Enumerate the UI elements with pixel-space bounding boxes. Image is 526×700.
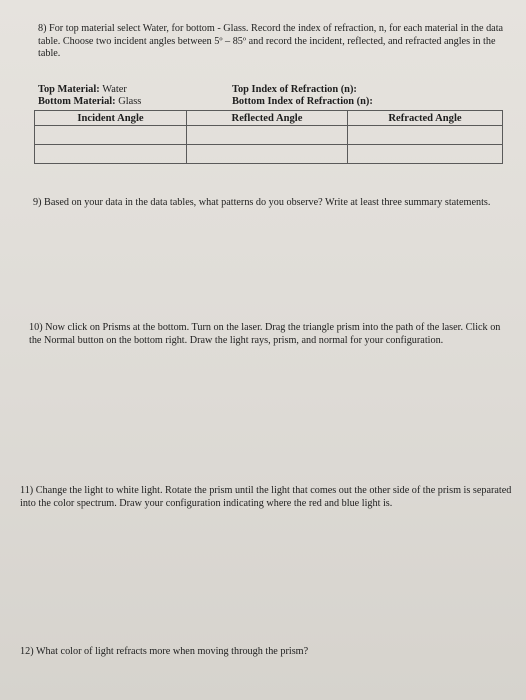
table-cell[interactable] [35,145,187,164]
bottom-material-label: Bottom Material: [38,96,116,107]
bottom-material-value: Glass [118,96,142,107]
table-cell[interactable] [187,126,348,145]
column-header-refracted: Refracted Angle [348,111,503,126]
table-row [35,145,503,164]
question-11: 11) Change the light to white light. Rotate the prism until the light that comes out the other side of the prism is separated into the color spectrum. Draw your configuration indicating where the red and blue light is. [20,485,512,509]
top-index-label: Top Index of Refraction (n): [232,84,357,95]
bottom-index-label: Bottom Index of Refraction (n): [232,96,373,107]
top-material-label: Top Material: [38,84,100,95]
table-cell[interactable] [187,145,348,164]
bottom-material [38,96,141,108]
column-header-reflected: Reflected Angle [187,111,348,126]
table-header-row [35,111,503,126]
table-cell[interactable] [348,126,503,145]
table-row [35,126,503,145]
top-material [38,84,127,96]
question-9: 9) Based on your data in the data tables, what patterns do you observe? Write at least three summary statements. [33,197,491,208]
table-cell[interactable] [348,145,503,164]
question-8: 8) For top material select Water, for bottom - Glass. Record the index of refraction, n, for each material in the data table. Choose two incident angles between 5º – 85º and record the incident, reflected, and refracted angles in the table. [38,23,504,60]
data-table [34,110,503,164]
top-material-value: Water [102,84,127,95]
table-cell[interactable] [35,126,187,145]
question-10: 10) Now click on Prisms at the bottom. Turn on the laser. Drag the triangle prism into the path of the laser. Click on the Normal button on the bottom right. Draw the light rays, prism, and normal for your configuration. [29,322,501,346]
column-header-incident: Incident Angle [35,111,187,126]
question-12: 12) What color of light refracts more when moving through the prism? [20,646,309,657]
